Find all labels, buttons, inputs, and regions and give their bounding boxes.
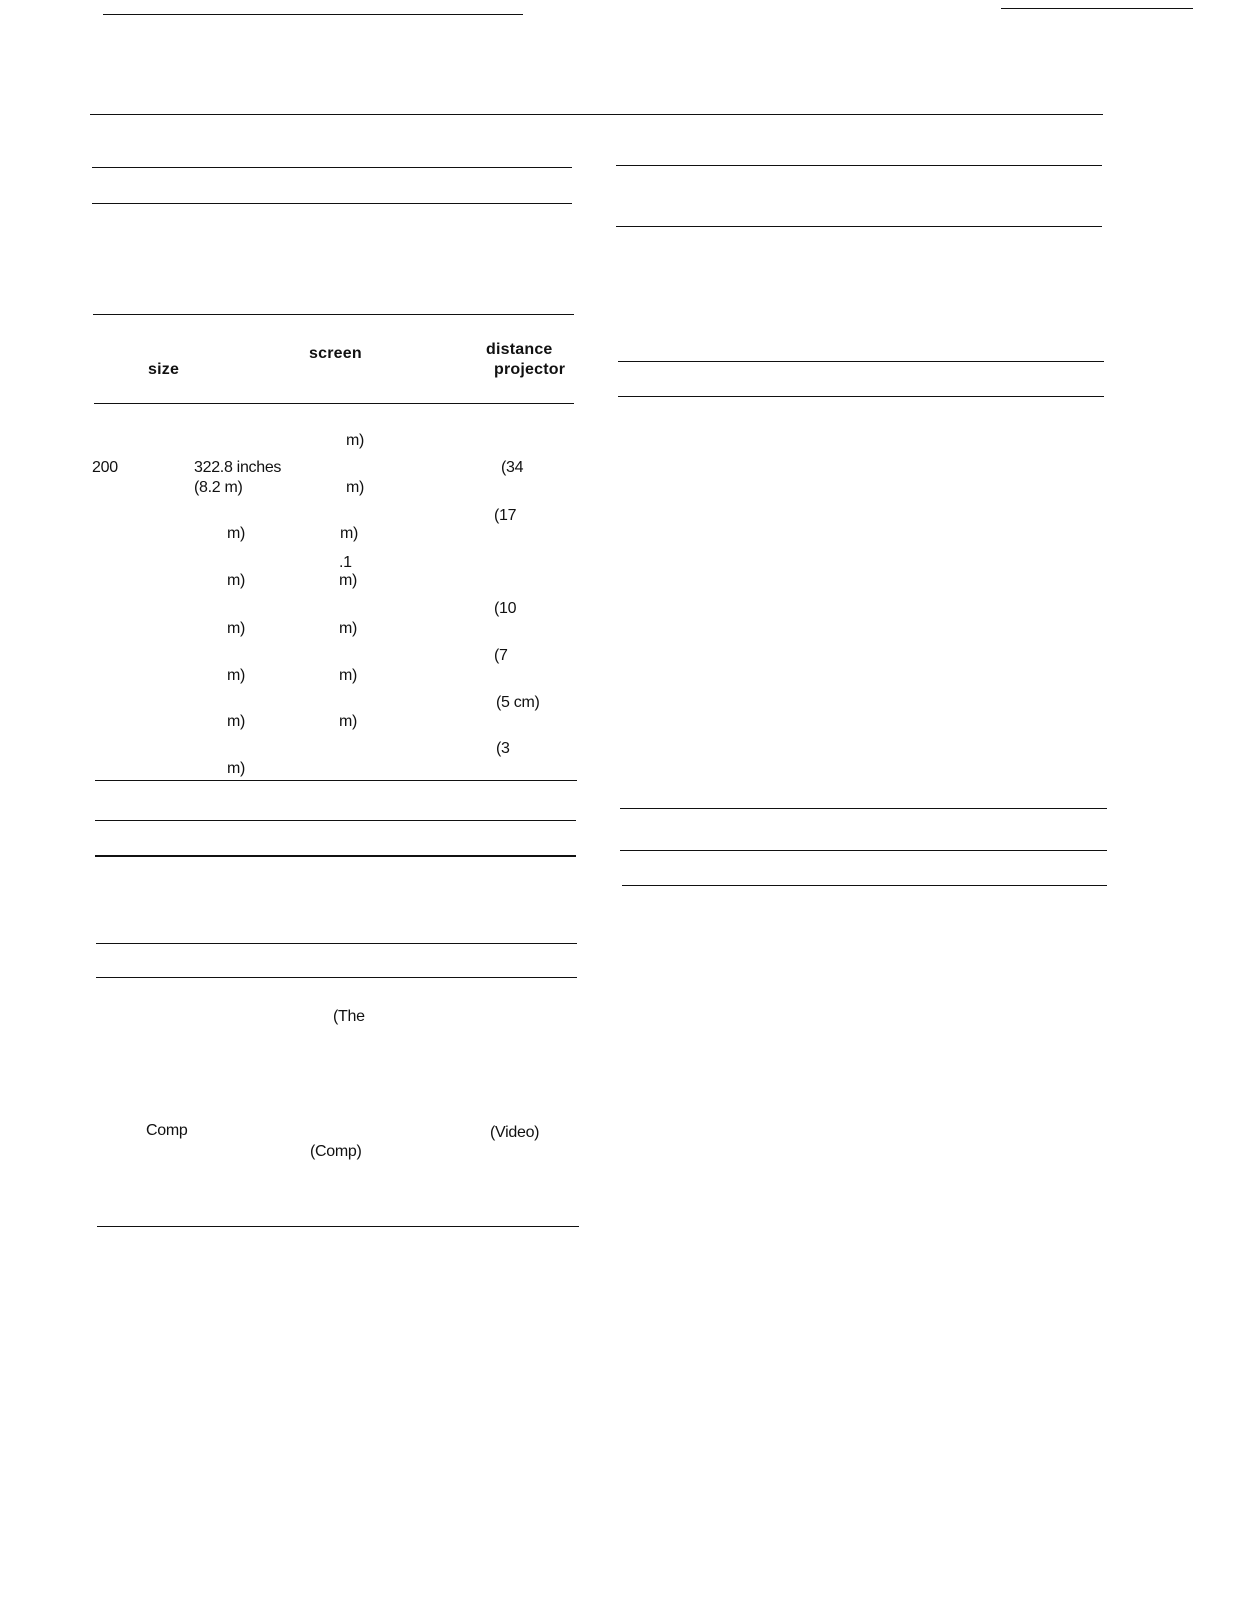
table-bottom-rule: [95, 780, 577, 781]
table-cell: m): [227, 760, 246, 777]
table-cell: m): [340, 525, 359, 542]
header-distance: distance: [486, 341, 553, 358]
table-cell: m): [339, 572, 358, 589]
table-cell: (3: [496, 740, 510, 757]
body-fragment-comp: Comp: [146, 1122, 188, 1139]
header-projector: projector: [494, 361, 566, 378]
left-rule-4: [95, 855, 576, 857]
table-cell: (7: [494, 647, 508, 664]
right-rule-3: [618, 361, 1104, 362]
left-rule-3: [95, 820, 576, 821]
right-rule-6: [620, 850, 1107, 851]
left-rule-1: [92, 167, 572, 168]
left-rule-7: [97, 1226, 579, 1227]
table-cell: (8.2 m): [194, 479, 243, 496]
table-cell: m): [227, 713, 246, 730]
table-cell: m): [227, 620, 246, 637]
table-cell: m): [227, 572, 246, 589]
table-cell: m): [346, 479, 365, 496]
table-cell: 322.8 inches: [194, 459, 282, 476]
table-cell: m): [227, 667, 246, 684]
table-cell: m): [339, 713, 358, 730]
table-cell: (34: [501, 459, 524, 476]
table-cell: (17: [494, 507, 517, 524]
header-rule-right: [1001, 8, 1193, 9]
table-cell: 200: [92, 459, 118, 476]
right-rule-1: [616, 165, 1102, 166]
right-rule-4: [618, 396, 1104, 397]
left-rule-6: [96, 977, 577, 978]
right-rule-5: [620, 808, 1107, 809]
body-fragment-the: (The: [333, 1008, 365, 1025]
page-rule: [90, 114, 1103, 115]
table-cell: m): [227, 525, 246, 542]
table-cell: (10: [494, 600, 517, 617]
left-rule-2: [92, 203, 572, 204]
table-cell: m): [339, 667, 358, 684]
header-size: size: [148, 361, 180, 378]
right-rule-7: [622, 885, 1107, 886]
left-rule-5: [96, 943, 577, 944]
body-fragment-comp-paren: (Comp): [310, 1143, 362, 1160]
table-cell: m): [339, 620, 358, 637]
table-cell: .1: [339, 554, 352, 571]
header-rule-left: [103, 14, 523, 15]
right-rule-2: [616, 226, 1102, 227]
body-fragment-video: (Video): [490, 1124, 540, 1141]
table-cell: m): [346, 432, 365, 449]
table-cell: (5 cm): [496, 694, 540, 711]
table-header-rule: [94, 403, 574, 404]
header-screen: screen: [309, 345, 362, 362]
table-top-rule: [93, 314, 574, 315]
